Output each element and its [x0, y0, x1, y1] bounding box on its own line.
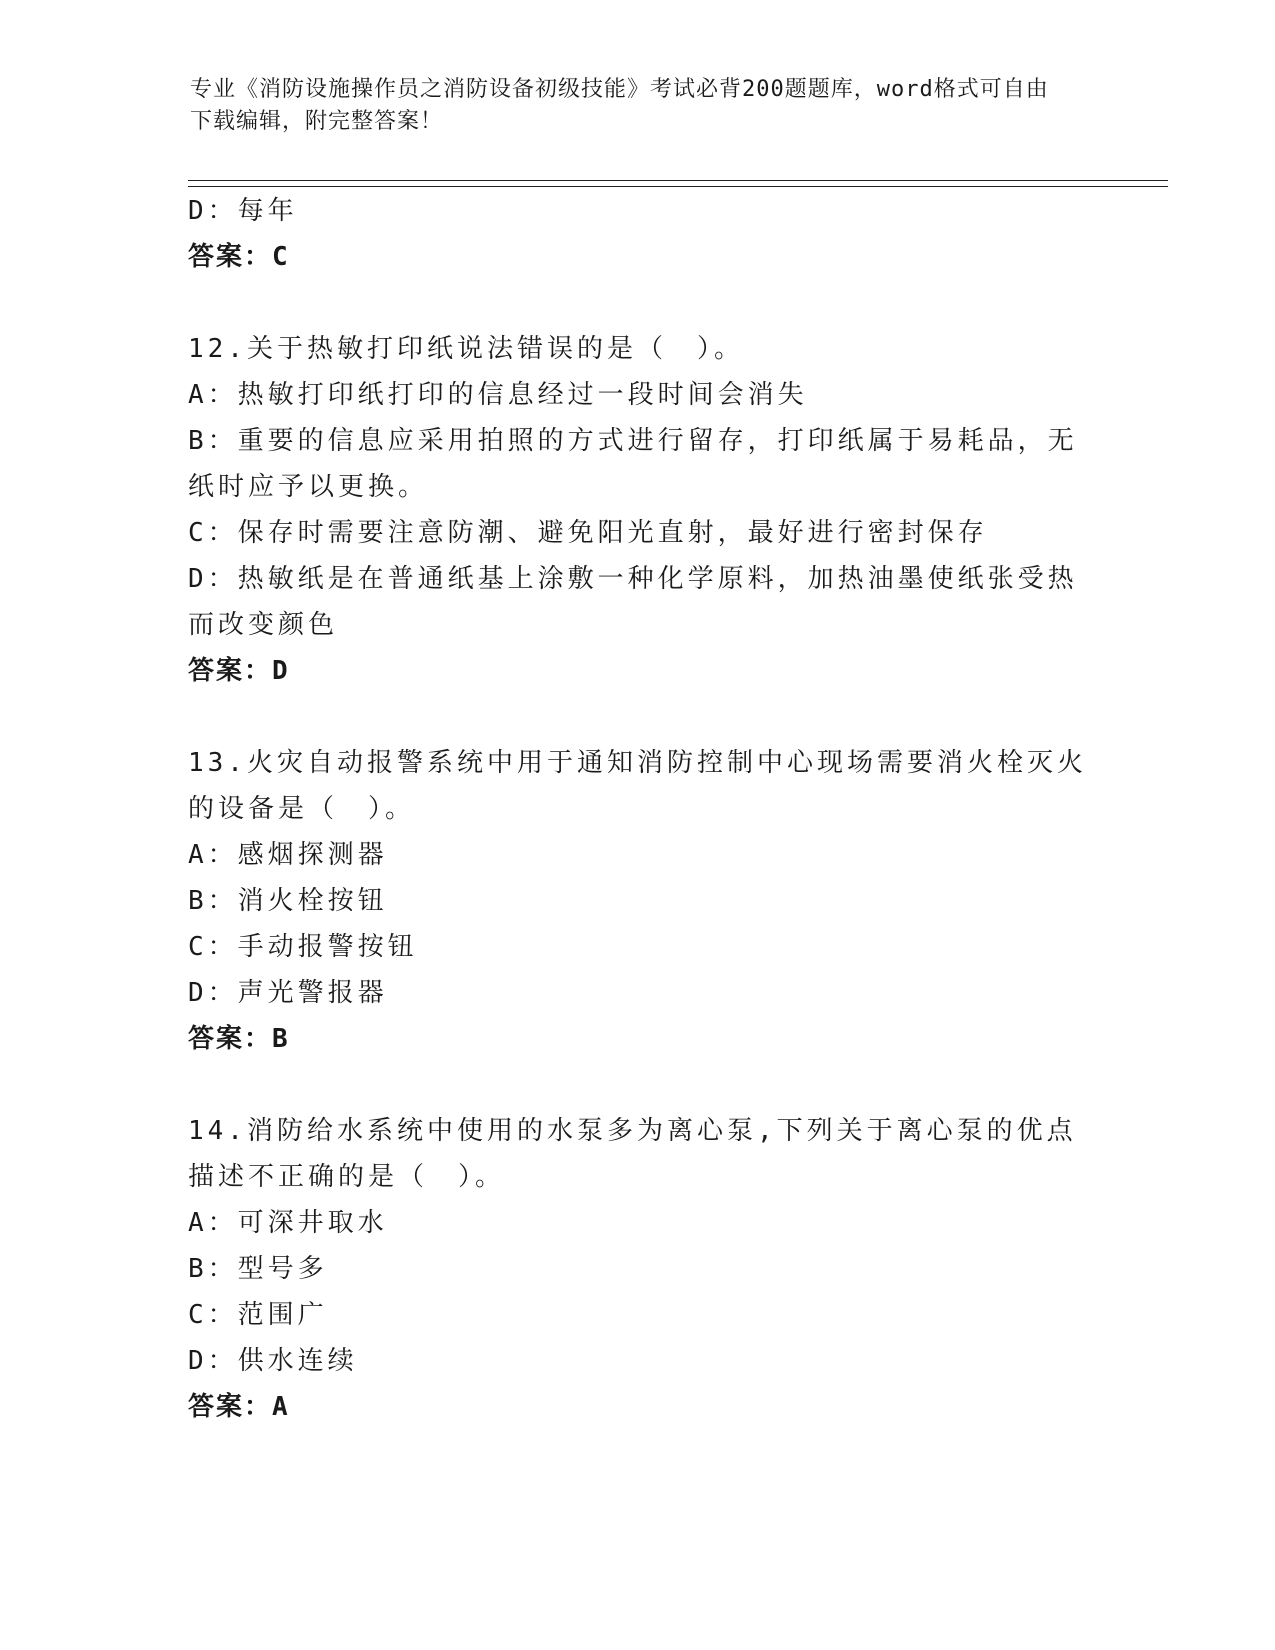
option-d: D：供水连续	[188, 1346, 358, 1376]
answer: 答案：B	[188, 1024, 290, 1054]
option-a: A：热敏打印纸打印的信息经过一段时间会消失	[188, 380, 808, 410]
question-stem: 14.消防给水系统中使用的水泵多为离心泵,下列关于离心泵的优点描述不正确的是（ ）。	[188, 1116, 1077, 1192]
option-d: D：声光警报器	[188, 978, 388, 1008]
question-stem: 12.关于热敏打印纸说法错误的是（ ）。	[188, 334, 744, 364]
answer: 答案：D	[188, 656, 290, 686]
document-header: 专业《消防设施操作员之消防设备初级技能》考试必背200题题库，word格式可自由下载编辑，附完整答案！	[190, 77, 1049, 134]
question-13	[188, 740, 1088, 1062]
option-a: A：可深井取水	[188, 1208, 388, 1238]
option-b: B：型号多	[188, 1254, 328, 1284]
option-b: B：重要的信息应采用拍照的方式进行留存，打印纸属于易耗品，无纸时应予以更换。	[188, 426, 1078, 502]
question-content	[188, 188, 1088, 1430]
header-rule-bottom	[188, 186, 1168, 187]
option-d: D：热敏纸是在普通纸基上涂敷一种化学原料，加热油墨使纸张受热而改变颜色	[188, 564, 1078, 640]
answer: 答案：C	[188, 242, 290, 272]
question-14	[188, 1108, 1088, 1430]
option-a: A：感烟探测器	[188, 840, 388, 870]
option-c: C：范围广	[188, 1300, 328, 1330]
option-c: C：手动报警按钮	[188, 932, 418, 962]
option-b: B：消火栓按钮	[188, 886, 388, 916]
answer: 答案：A	[188, 1392, 290, 1422]
question-12	[188, 326, 1088, 694]
question-stem: 13.火灾自动报警系统中用于通知消防控制中心现场需要消火栓灭火的设备是（ ）。	[188, 748, 1087, 824]
option-c: C：保存时需要注意防潮、避免阳光直射，最好进行密封保存	[188, 518, 988, 548]
option-d: D：每年	[188, 196, 298, 226]
header-rule-top	[188, 180, 1168, 181]
